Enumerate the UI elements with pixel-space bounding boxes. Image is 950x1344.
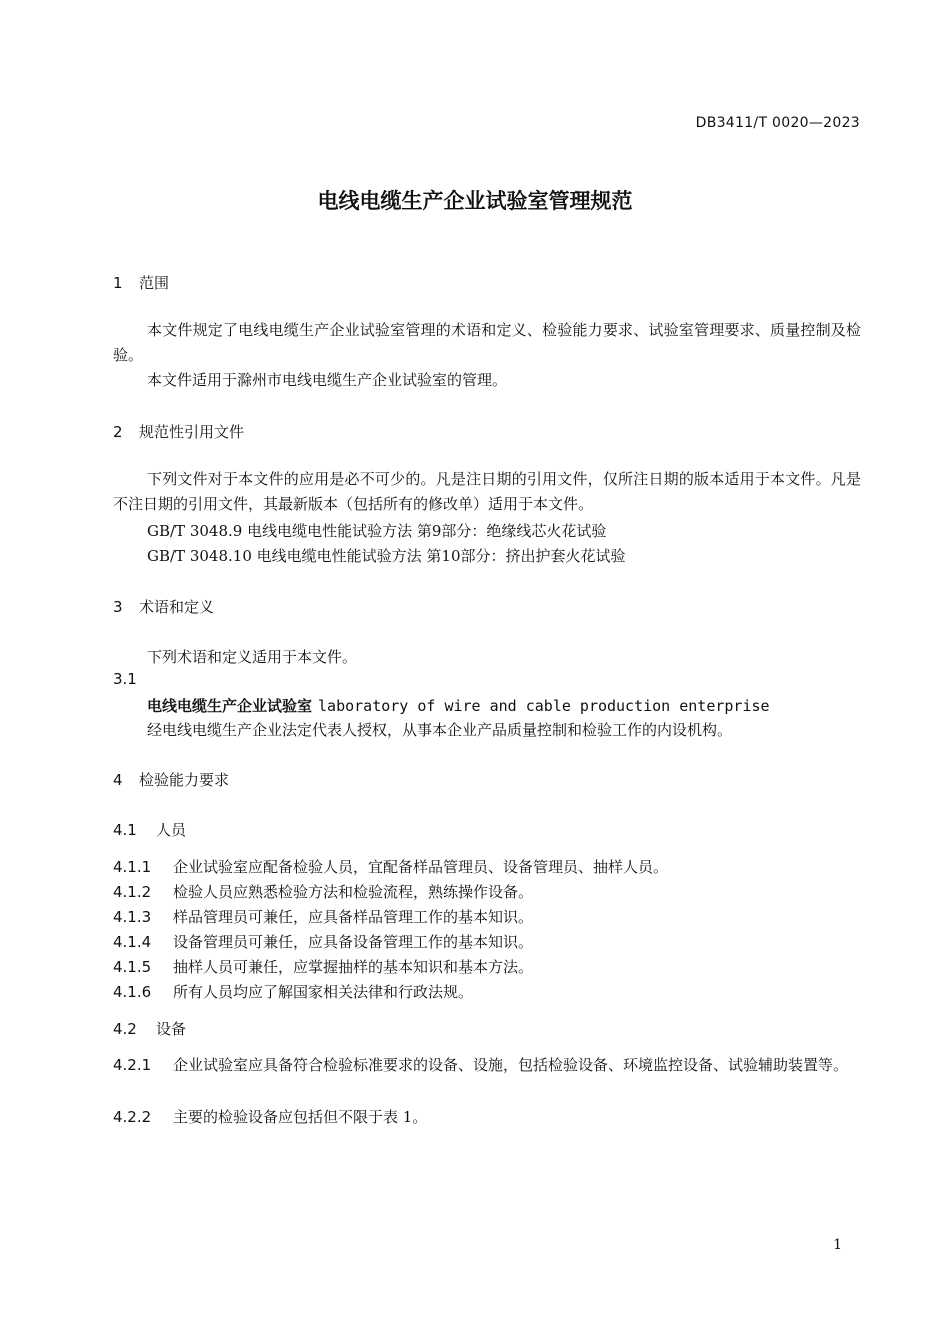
clause-number: 4.1.3 <box>113 908 152 926</box>
section-title: 检验能力要求 <box>139 771 230 789</box>
clause-number: 4.1.2 <box>113 883 152 901</box>
section-title: 术语和定义 <box>139 598 215 616</box>
clause-item <box>113 1053 861 1078</box>
clause-item <box>113 1106 427 1127</box>
section-number: 3 <box>113 598 123 616</box>
clause-number: 4.1.5 <box>113 958 152 976</box>
clause-item <box>113 981 473 1002</box>
term-entry <box>147 695 770 716</box>
term-number: 3.1 <box>113 670 137 688</box>
subsection-title: 人员 <box>156 821 187 839</box>
clause-text: 检验人员应熟悉检验方法和检验流程，熟练操作设备。 <box>173 883 534 901</box>
term-chinese: 电线电缆生产企业试验室 <box>147 697 313 715</box>
page-number: 1 <box>833 1237 842 1253</box>
clause-number: 4.2.2 <box>113 1108 152 1126</box>
clause-text: 主要的检验设备应包括但不限于表 1。 <box>173 1108 428 1126</box>
section-1-paragraph-1: 本文件规定了电线电缆生产企业试验室管理的术语和定义、检验能力要求、试验室管理要求、质量控制及检验。 <box>113 321 861 364</box>
clause-text: 所有人员均应了解国家相关法律和行政法规。 <box>173 983 474 1001</box>
clause-text: 样品管理员可兼任，应具备样品管理工作的基本知识。 <box>173 908 534 926</box>
clause-number: 4.2.1 <box>113 1056 152 1074</box>
clause-item <box>113 931 533 952</box>
clause-item <box>113 956 533 977</box>
section-4-heading <box>113 769 229 790</box>
section-2-heading <box>113 421 244 442</box>
clause-text: 企业试验室应配备检验人员，宜配备样品管理员、设备管理员、抽样人员。 <box>173 858 669 876</box>
clause-item <box>113 906 533 927</box>
subsection-4-2-heading <box>113 1018 186 1039</box>
section-1-heading <box>113 272 169 293</box>
clause-number: 4.1.4 <box>113 933 152 951</box>
clause-item <box>113 881 533 902</box>
section-title: 规范性引用文件 <box>139 423 245 441</box>
section-2-paragraph-1: 下列文件对于本文件的应用是必不可少的。凡是注日期的引用文件，仅所注日期的版本适用于本文件。凡是不注日期的引用文件，其最新版本（包括所有的修改单）适用于本文件。 <box>113 470 861 513</box>
section-number: 1 <box>113 274 123 292</box>
document-title: 电线电缆生产企业试验室管理规范 <box>317 189 633 213</box>
clause-text: 企业试验室应具备符合检验标准要求的设备、设施，包括检验设备、环境监控设备、试验辅助装置等。 <box>173 1056 849 1074</box>
clause-number: 4.1.6 <box>113 983 152 1001</box>
section-number: 4 <box>113 771 123 789</box>
section-3-heading <box>113 596 214 617</box>
subsection-title: 设备 <box>156 1020 187 1038</box>
subsection-number: 4.1 <box>113 821 137 839</box>
subsection-number: 4.2 <box>113 1020 137 1038</box>
standard-code: DB3411/T 0020—2023 <box>695 115 860 131</box>
subsection-4-1-heading <box>113 819 186 840</box>
reference-item: GB/T 3048.10 电线电缆电性能试验方法 第10部分：挤出护套火花试验 <box>147 547 626 565</box>
section-3-paragraph-1: 下列术语和定义适用于本文件。 <box>147 648 358 666</box>
reference-item: GB/T 3048.9 电线电缆电性能试验方法 第9部分：绝缘线芯火花试验 <box>147 522 607 540</box>
clause-item <box>113 856 668 877</box>
section-title: 范围 <box>139 274 170 292</box>
term-definition: 经电线电缆生产企业法定代表人授权，从事本企业产品质量控制和检验工作的内设机构。 <box>147 721 733 739</box>
clause-text: 抽样人员可兼任，应掌握抽样的基本知识和基本方法。 <box>173 958 534 976</box>
section-number: 2 <box>113 423 123 441</box>
term-english: laboratory of wire and cable production enterprise <box>318 697 770 715</box>
clause-text: 设备管理员可兼任，应具备设备管理工作的基本知识。 <box>173 933 534 951</box>
section-1-paragraph-2: 本文件适用于滁州市电线电缆生产企业试验室的管理。 <box>147 371 508 389</box>
clause-number: 4.1.1 <box>113 858 152 876</box>
